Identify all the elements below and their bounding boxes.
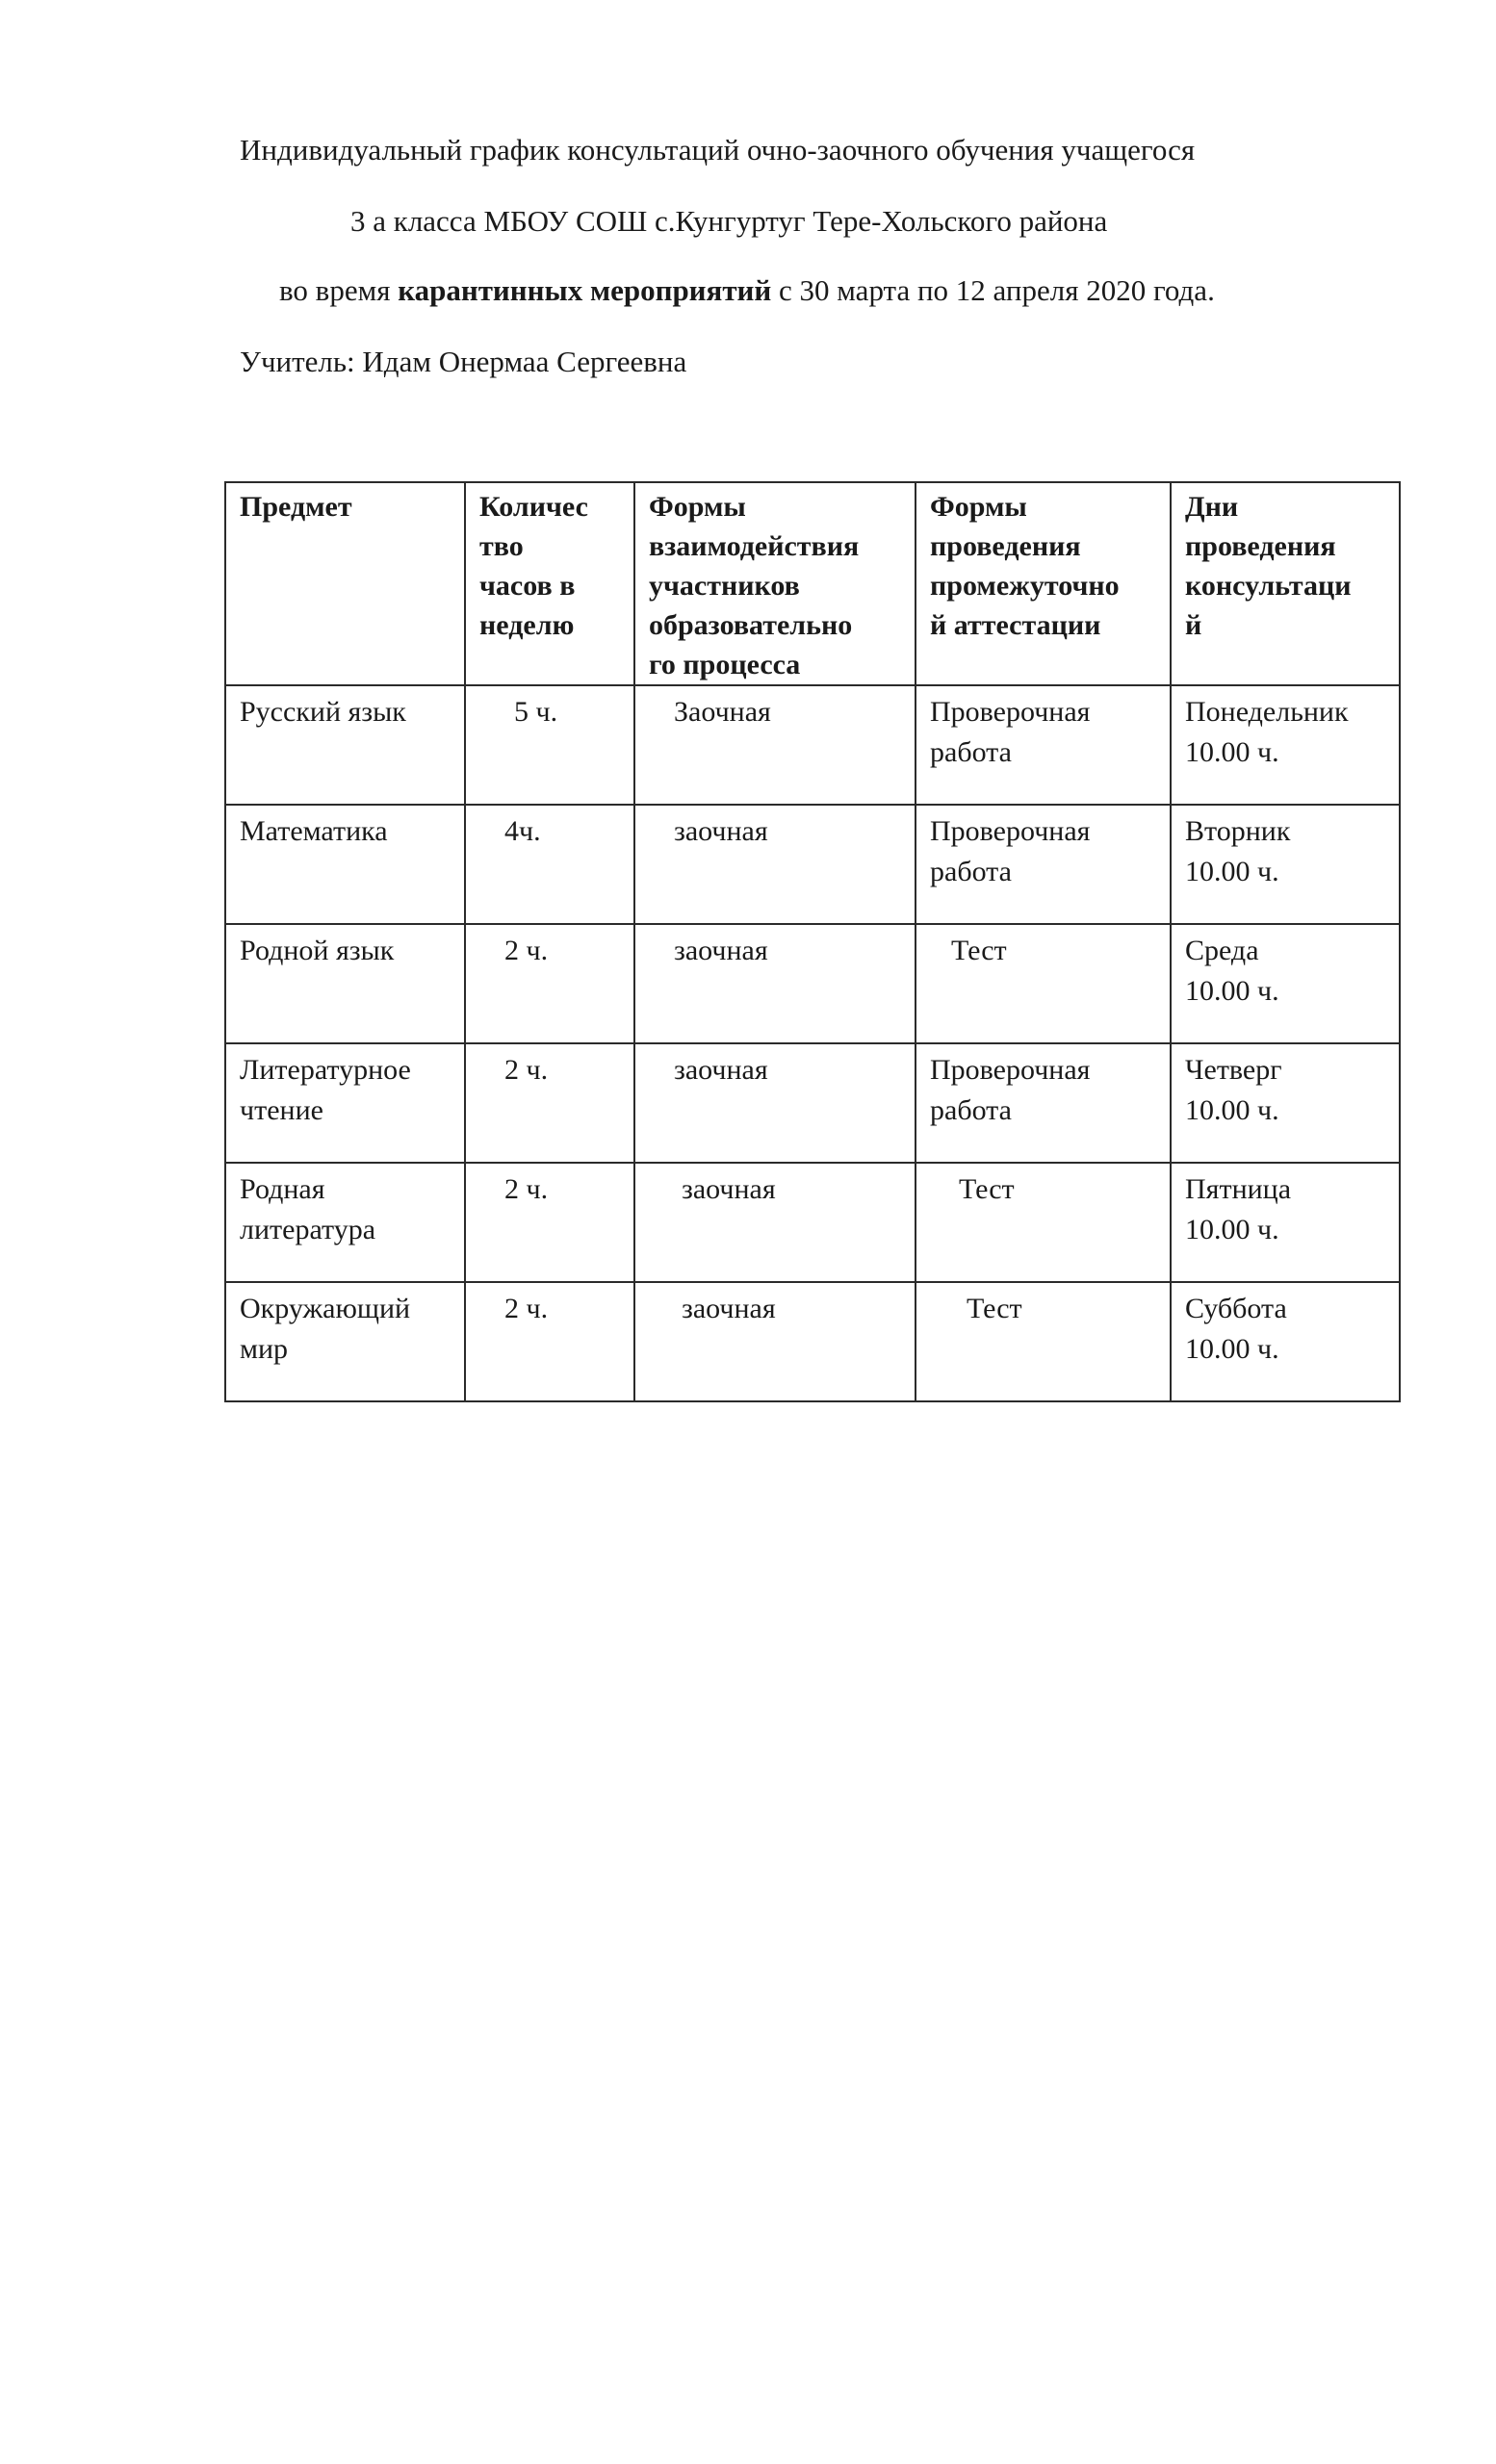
teacher-line: Учитель: Идам Онермаа Сергеевна [240, 345, 687, 378]
title-line-3-bold: карантинных мероприятий [398, 273, 772, 307]
header-text: й аттестации [930, 609, 1101, 641]
cell-text: 10.00 ч. [1185, 975, 1279, 1007]
header-text: взаимодействия [649, 530, 860, 562]
cell-text: заочная [674, 935, 768, 966]
header-text: Формы [649, 491, 746, 523]
header-text: проведения [930, 530, 1081, 562]
header-text: образовательно [649, 609, 853, 641]
cell-text: работа [930, 736, 1012, 768]
table-row [225, 805, 1400, 924]
schedule-table [224, 481, 1401, 1402]
header-text: го процесса [649, 649, 801, 680]
cell-attestation [916, 1043, 1171, 1163]
header-text: промежуточно [930, 570, 1120, 602]
cell-text: 10.00 ч. [1185, 1333, 1279, 1365]
cell-subject [225, 1043, 465, 1163]
cell-text: 5 ч. [514, 696, 558, 728]
header-text: часов в [479, 570, 576, 602]
header-text: Количес [479, 491, 588, 523]
cell-text: Среда [1185, 935, 1259, 966]
cell-form [634, 924, 916, 1043]
cell-text: Понедельник [1185, 696, 1349, 728]
cell-hours [465, 685, 634, 805]
cell-text: Заочная [674, 696, 771, 728]
cell-text: заочная [682, 1173, 776, 1205]
cell-attestation [916, 685, 1171, 805]
cell-text: 4ч. [504, 815, 541, 847]
cell-subject [225, 805, 465, 924]
cell-text: работа [930, 1094, 1012, 1126]
header-text: консультаци [1185, 570, 1352, 602]
table-row [225, 1163, 1400, 1282]
header-text: участников [649, 570, 800, 602]
header-consultation-days [1171, 482, 1400, 685]
table-row [225, 685, 1400, 805]
cell-subject [225, 685, 465, 805]
cell-form [634, 1043, 916, 1163]
cell-text: 10.00 ч. [1185, 736, 1279, 768]
cell-text: 2 ч. [504, 935, 549, 966]
cell-text: работа [930, 856, 1012, 887]
cell-attestation [916, 805, 1171, 924]
header-attestation-forms [916, 482, 1171, 685]
cell-subject [225, 1163, 465, 1282]
cell-text: Суббота [1185, 1293, 1287, 1324]
cell-text: Пятница [1185, 1173, 1292, 1205]
cell-day [1171, 1282, 1400, 1401]
cell-text: заочная [682, 1293, 776, 1324]
cell-text: 10.00 ч. [1185, 1214, 1279, 1245]
cell-text: Русский язык [240, 696, 406, 728]
cell-hours [465, 1282, 634, 1401]
cell-text: Окружающий [240, 1293, 411, 1324]
cell-text: Проверочная [930, 815, 1091, 847]
cell-text: Литературное [240, 1054, 411, 1086]
cell-day [1171, 924, 1400, 1043]
header-subject [225, 482, 465, 685]
cell-hours [465, 1043, 634, 1163]
cell-hours [465, 1163, 634, 1282]
table-row [225, 1282, 1400, 1401]
cell-text: Вторник [1185, 815, 1291, 847]
cell-attestation [916, 924, 1171, 1043]
title-line-3-suffix: с 30 марта по 12 апреля 2020 года. [771, 273, 1215, 307]
cell-text: Тест [959, 1173, 1015, 1205]
cell-text: Проверочная [930, 1054, 1091, 1086]
header-text: й [1185, 609, 1202, 641]
cell-attestation [916, 1282, 1171, 1401]
cell-day [1171, 1163, 1400, 1282]
cell-text: 10.00 ч. [1185, 856, 1279, 887]
cell-form [634, 805, 916, 924]
cell-text: литература [240, 1214, 376, 1245]
cell-text: 2 ч. [504, 1293, 549, 1324]
cell-subject [225, 1282, 465, 1401]
cell-hours [465, 805, 634, 924]
cell-text: Родная [240, 1173, 325, 1205]
header-text: тво [479, 530, 524, 562]
title-line-3-prefix: во время [279, 273, 399, 307]
cell-text: Четверг [1185, 1054, 1282, 1086]
cell-text: Тест [951, 935, 1007, 966]
cell-attestation [916, 1163, 1171, 1282]
header-text: проведения [1185, 530, 1336, 562]
cell-form [634, 685, 916, 805]
cell-subject [225, 924, 465, 1043]
cell-hours [465, 924, 634, 1043]
cell-day [1171, 685, 1400, 805]
cell-form [634, 1163, 916, 1282]
header-hours [465, 482, 634, 685]
header-text: неделю [479, 609, 575, 641]
cell-text: заочная [674, 815, 768, 847]
cell-text: Родной язык [240, 935, 395, 966]
cell-text: заочная [674, 1054, 768, 1086]
cell-text: 2 ч. [504, 1173, 549, 1205]
cell-text: Проверочная [930, 696, 1091, 728]
document-title-line-1: Индивидуальный график консультаций очно-заочного обучения учащегося [240, 133, 1196, 167]
cell-day [1171, 1043, 1400, 1163]
table-row [225, 924, 1400, 1043]
cell-text: Тест [967, 1293, 1022, 1324]
cell-text: мир [240, 1333, 289, 1365]
table-row [225, 1043, 1400, 1163]
header-text: Предмет [240, 491, 352, 523]
cell-form [634, 1282, 916, 1401]
table-header-row [225, 482, 1400, 685]
cell-text: чтение [240, 1094, 323, 1126]
header-text: Формы [930, 491, 1027, 523]
cell-text: 10.00 ч. [1185, 1094, 1279, 1126]
cell-text: Математика [240, 815, 388, 847]
header-text: Дни [1185, 491, 1239, 523]
document-title-line-2: 3 а класса МБОУ СОШ с.Кунгуртуг Тере-Хольского района [350, 204, 1108, 238]
document-title-line-3 [279, 273, 1215, 308]
header-interaction-forms [634, 482, 916, 685]
cell-day [1171, 805, 1400, 924]
cell-text: 2 ч. [504, 1054, 549, 1086]
